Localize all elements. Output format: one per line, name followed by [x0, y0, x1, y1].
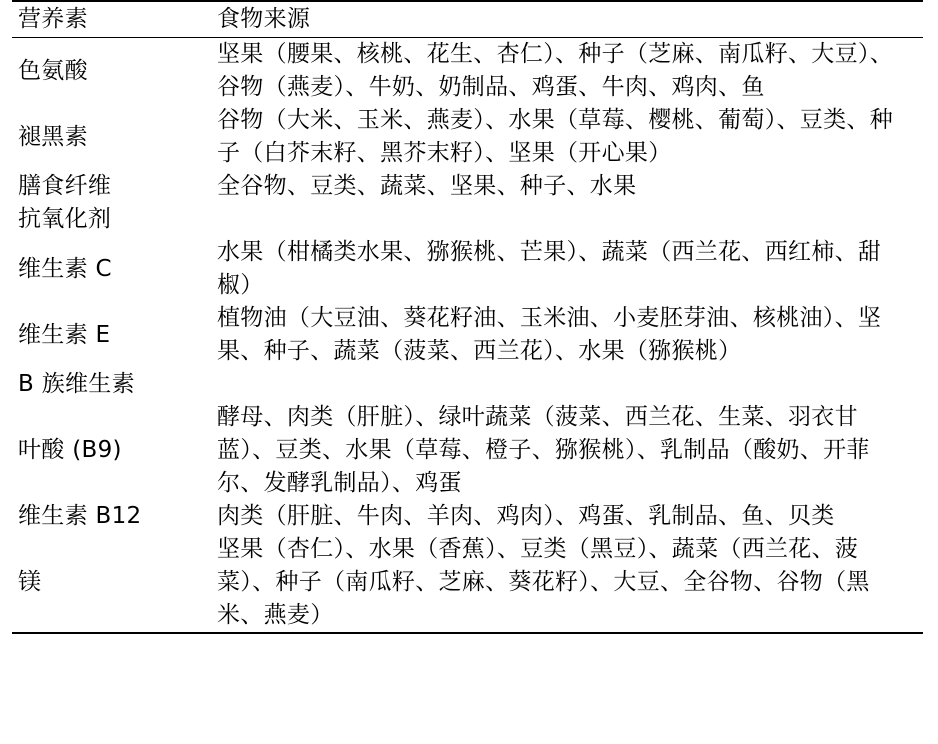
food-sources: 坚果（腰果、核桃、花生、杏仁）、种子（芝麻、南瓜籽、大豆）、谷物（燕麦）、牛奶、奶制品、鸡蛋、牛肉、鸡肉、鱼 [217, 41, 893, 100]
food-sources [205, 368, 923, 401]
nutrient-name: 镁 [12, 533, 205, 633]
nutrient-name: 抗氧化剂 [18, 206, 112, 232]
header-row [12, 1, 923, 38]
nutrient-name: 叶酸 (B9) [18, 437, 122, 463]
nutrient-table-container [12, 0, 923, 634]
nutrient-name: 维生素 B12 [18, 503, 142, 529]
food-sources: 酵母、肉类（肝脏）、绿叶蔬菜（菠菜、西兰花、生菜、羽衣甘蓝）、豆类、水果（草莓、橙子、猕猴桃）、乳制品（酸奶、开菲尔、发酵乳制品）、鸡蛋 [217, 404, 870, 496]
table-row [12, 236, 923, 302]
header-food-sources: 食物来源 [205, 1, 923, 38]
table-row [12, 302, 923, 368]
nutrient-name: 色氨酸 [18, 57, 88, 84]
food-sources: 全谷物、豆类、蔬菜、坚果、种子、水果 [217, 173, 637, 199]
nutrient-name: 膳食纤维 [18, 173, 112, 199]
food-sources: 植物油（大豆油、葵花籽油、玉米油、小麦胚芽油、核桃油）、坚果、种子、蔬菜（菠菜、西兰花）、水果（猕猴桃） [217, 305, 882, 364]
table-row [12, 203, 923, 236]
food-sources: 肉类（肝脏、牛肉、羊肉、鸡肉）、鸡蛋、乳制品、鱼、贝类 [217, 503, 835, 529]
nutrient-name: 褪黑素 [18, 123, 88, 150]
table-body [12, 38, 923, 634]
table-row [12, 170, 923, 203]
table-row [12, 533, 923, 633]
nutrient-name: 维生素 E [18, 321, 111, 348]
nutrient-name: B 族维生素 [18, 371, 135, 397]
table-row [12, 104, 923, 170]
food-sources: 水果（柑橘类水果、猕猴桃、芒果）、蔬菜（西兰花、西红柿、甜椒） [217, 239, 882, 298]
nutrient-name: 维生素 C [18, 255, 112, 282]
table-row [12, 38, 923, 105]
food-sources [205, 203, 923, 236]
table-header [12, 1, 923, 38]
table-row [12, 500, 923, 533]
header-nutrient: 营养素 [12, 1, 205, 38]
table-row [12, 401, 923, 500]
food-sources: 坚果（杏仁）、水果（香蕉）、豆类（黑豆）、蔬菜（西兰花、菠菜）、种子（南瓜籽、芝麻、葵花籽）、大豆、全谷物、谷物（黑米、燕麦） [205, 533, 923, 633]
nutrient-food-source-table [12, 0, 923, 634]
food-sources: 谷物（大米、玉米、燕麦）、水果（草莓、樱桃、葡萄）、豆类、种子（白芥末籽、黑芥末籽）、坚果（开心果） [217, 107, 893, 166]
table-row [12, 368, 923, 401]
